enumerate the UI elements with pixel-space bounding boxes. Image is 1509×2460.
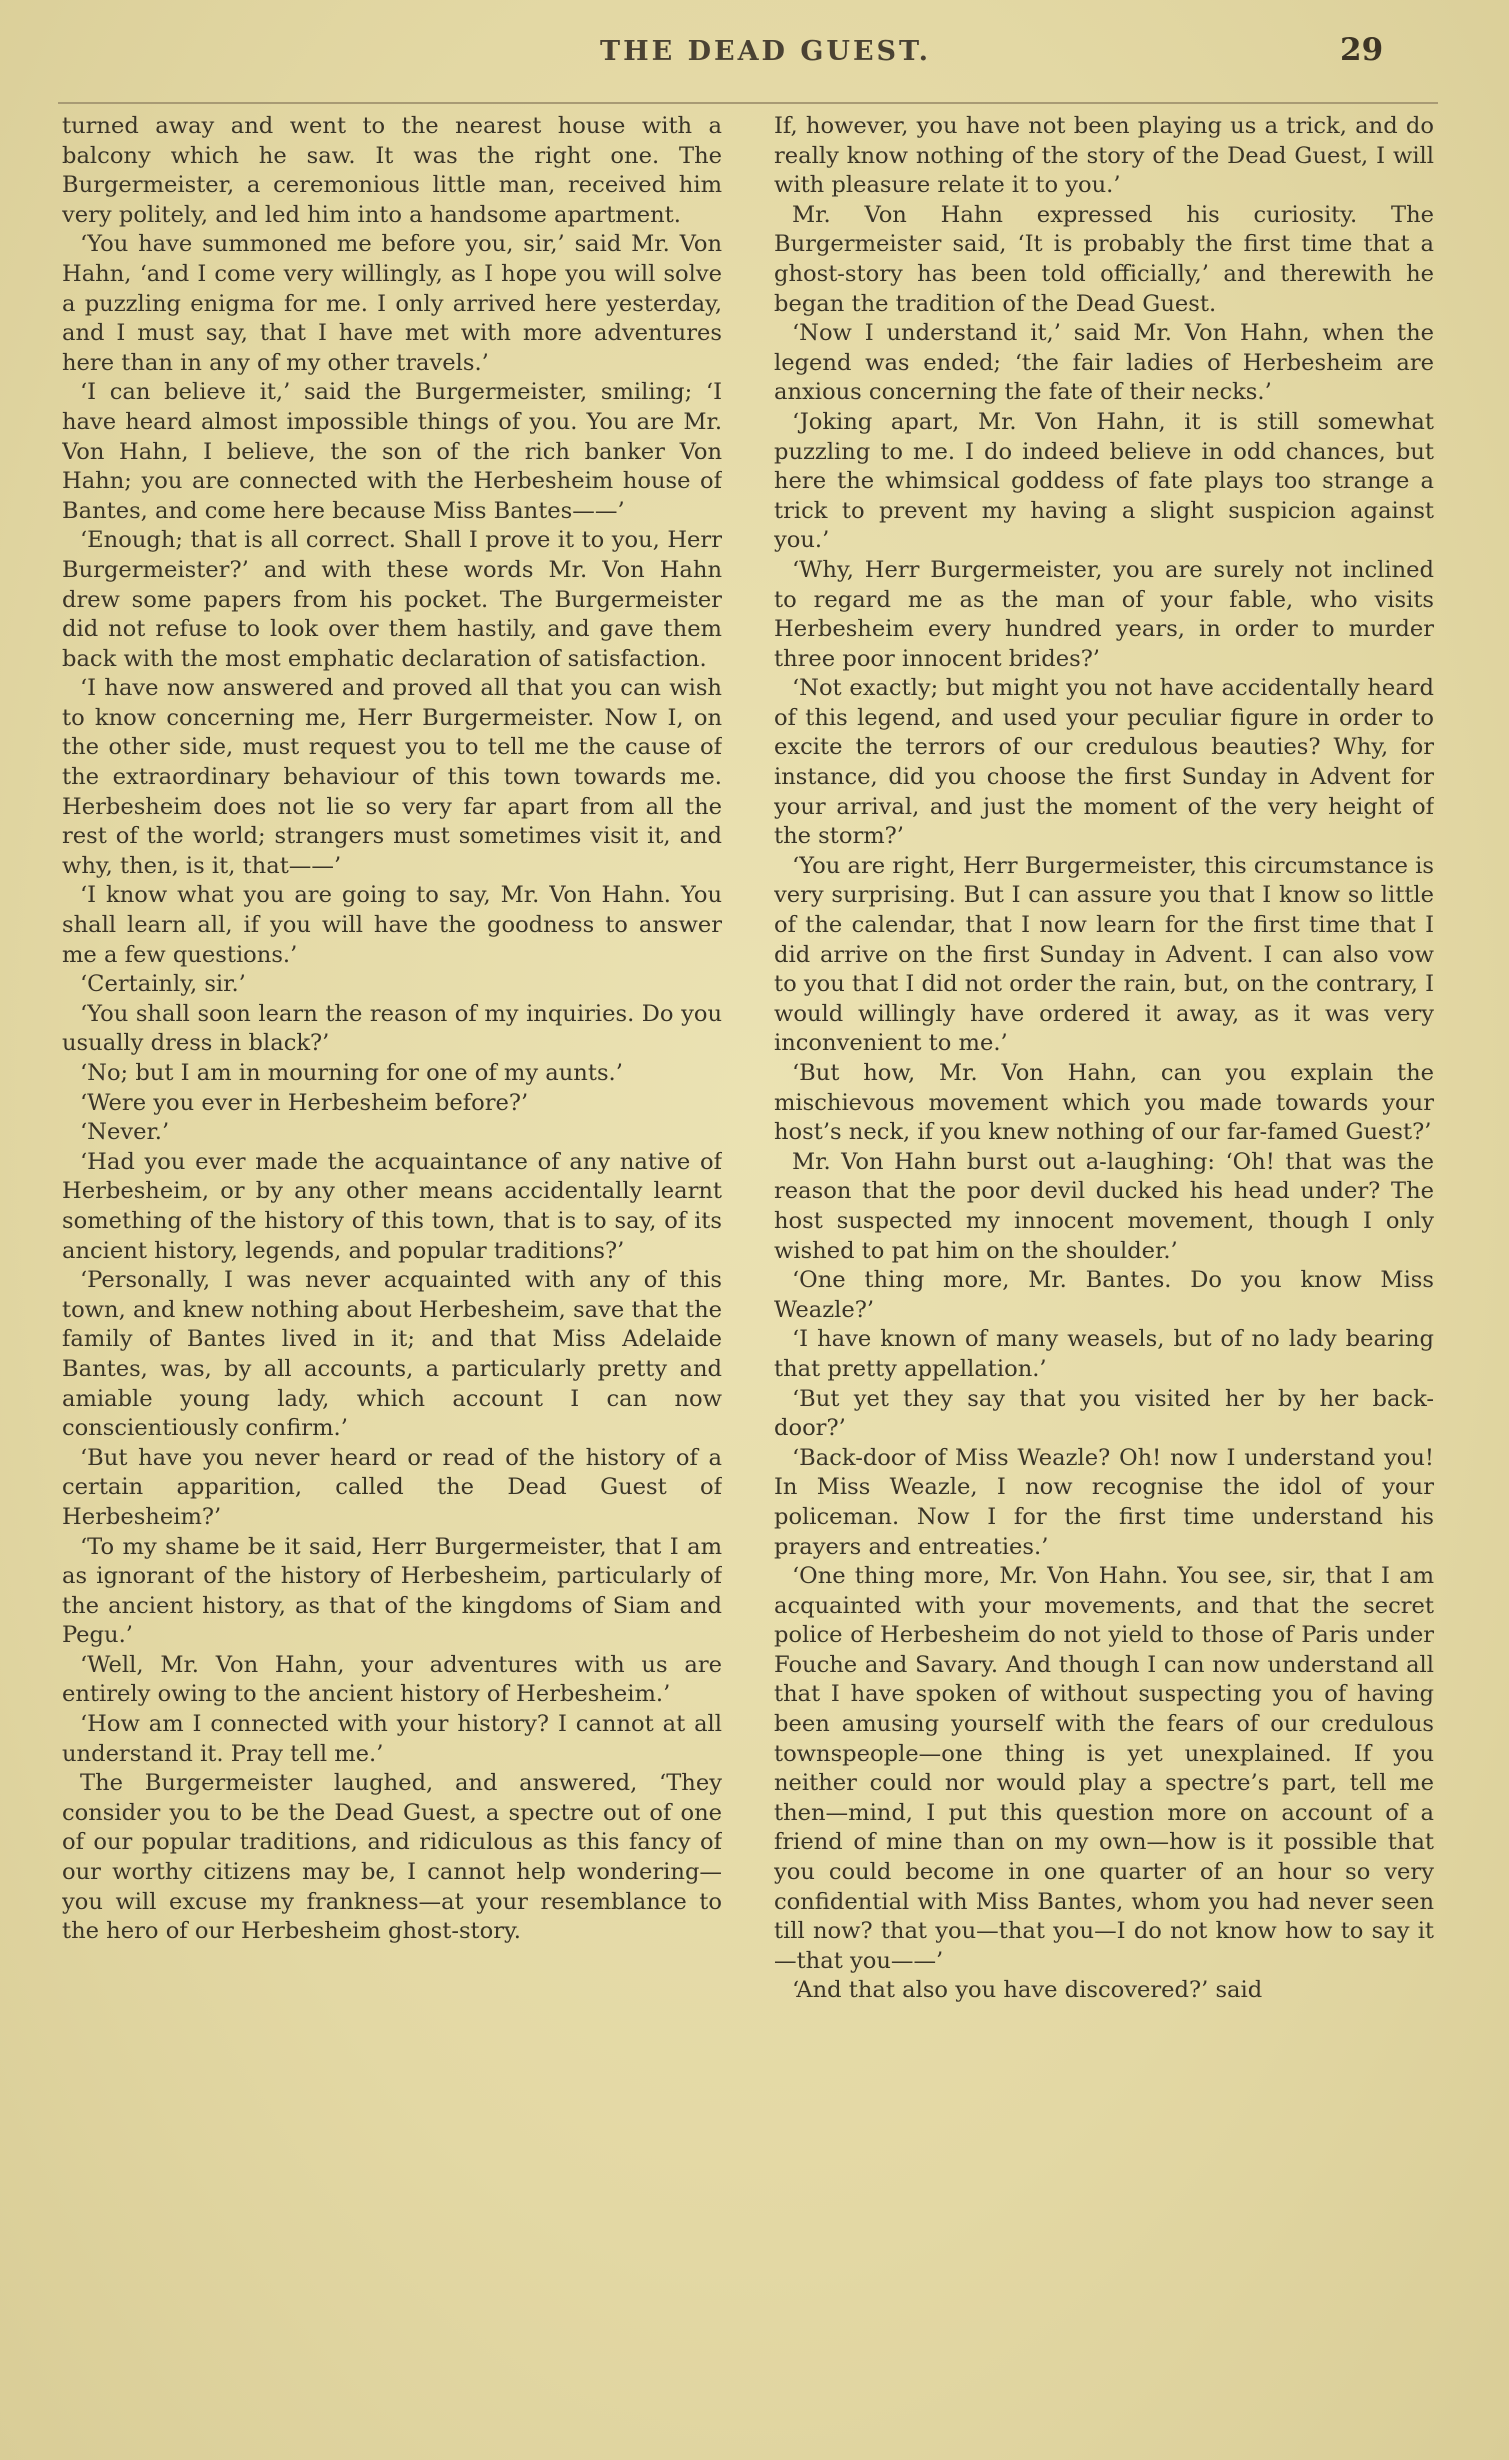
paragraph: ‘Joking apart, Mr. Von Hahn, it is still somewhat puzzling to me. I do indeed believe in odd chances, but here the whimsical goddess of fate plays too strange a trick to prevent my having a slight suspicion against you.’ <box>774 408 1434 554</box>
paragraph: ‘Not exactly; but might you not have accidentally heard of this legend, and used your peculiar figure in order to excite the terrors of our credulous beauties? Why, for instance, did you choose the first Sunday in Advent for your arrival, and just the moment of the very height of the storm?’ <box>774 675 1434 850</box>
paragraph: turned away and went to the nearest house with a balcony which he saw. It was the right one. The Burgermeister, a ceremonious little man, received him very politely, and led him into a handsome apartment. <box>62 113 722 228</box>
paragraph: ‘No; but I am in mourning for one of my aunts.’ <box>80 1060 623 1086</box>
paragraph: Mr. Von Hahn burst out a-laughing: ‘Oh! that was the reason that the poor devil ducked his head under? The host suspected my innocent movement, though I only wished to pat him on the shoulder.’ <box>774 1148 1434 1264</box>
paragraph: The Burgermeister laughed, and answered, ‘They consider you to be the Dead Guest, a spectre out of one of our popular traditions, and ridiculous as this fancy of our worthy citizens may be, I cannot help wondering—you will excuse my frankness—at your resemblance to the hero of our Herbesheim ghost-story. <box>62 1770 722 1945</box>
paragraph: ‘Now I understand it,’ said Mr. Von Hahn, when the legend was ended; ‘the fair ladies of Herbesheim are anxious concerning the fate of their necks.’ <box>774 320 1434 406</box>
paragraph: ‘I have now answered and proved all that you can wish to know concerning me, Herr Burgermeister. Now I, on the other side, must request you to tell me the cause of the extraordinary behaviour of this town towards me. Herbesheim does not lie so very far apart from all the rest of the world; strangers must sometimes visit it, and why, then, is it, that——’ <box>62 675 722 879</box>
running-title: THE DEAD GUEST. <box>600 36 932 67</box>
page-number: 29 <box>1340 32 1384 68</box>
paragraph: ‘Had you ever made the acquaintance of any native of Herbesheim, or by any other means accidentally learnt something of the history of this town, that is to say, of its ancient history, legends, and popular traditions?’ <box>62 1148 722 1264</box>
paragraph: ‘To my shame be it said, Herr Burgermeister, that I am as ignorant of the history of Herbesheim, particularly of the ancient history, as that of the kingdoms of Siam and Pegu.’ <box>62 1533 722 1649</box>
paragraph: Mr. Von Hahn expressed his curiosity. The Burgermeister said, ‘It is probably the first time that a ghost-story has been told officially,’ and therewith he began the tradition of the Dead Guest. <box>774 201 1434 317</box>
header-rule <box>58 102 1438 104</box>
paragraph: ‘Never.’ <box>80 1119 170 1146</box>
paragraph: ‘Personally, I was never acquainted with any of this town, and knew nothing about Herbesheim, save that the family of Bantes lived in it; and that Miss Adelaide Bantes, was, by all accounts, a particularly pretty and amiable young lady, which account I can now conscientiously confirm.’ <box>62 1267 722 1442</box>
paragraph: If, however, you have not been playing us a trick, and do really know nothing of the story of the Dead Guest, I will with pleasure relate it to you.’ <box>774 113 1434 199</box>
paragraph: ‘But have you never heard or read of the history of a certain apparition, called the Dead Guest of Herbesheim?’ <box>62 1444 722 1530</box>
paragraph: ‘Back-door of Miss Weazle? Oh! now I understand you! In Miss Weazle, I now recognise the idol of your policeman. Now I for the first time understand his prayers and entreaties.’ <box>774 1444 1434 1560</box>
paragraph: ‘Were you ever in Herbesheim before?’ <box>80 1089 529 1116</box>
paragraph: ‘Certainly, sir.’ <box>80 971 246 998</box>
right-column <box>774 112 1434 2442</box>
paragraph: ‘You shall soon learn the reason of my inquiries. Do you usually dress in black?’ <box>62 1000 722 1057</box>
paragraph: ‘I have known of many weasels, but of no lady bearing that pretty appellation.’ <box>774 1326 1434 1382</box>
paragraph: ‘And that also you have discovered?’ said <box>792 1977 1263 2004</box>
paragraph: ‘Well, Mr. Von Hahn, your adventures with us are entirely owing to the ancient history of Herbesheim.’ <box>62 1651 722 1708</box>
paragraph: ‘But how, Mr. Von Hahn, can you explain the mischievous movement which you made towards your host’s neck, if you knew nothing of our far-famed Guest?’ <box>774 1060 1434 1146</box>
paragraph: ‘How am I connected with your history? I cannot at all understand it. Pray tell me.’ <box>62 1711 722 1767</box>
paragraph: ‘But yet they say that you visited her by her back-door?’ <box>774 1385 1434 1442</box>
paragraph: ‘You have summoned me before you, sir,’ said Mr. Von Hahn, ‘and I come very willingly, as I hope you will solve a puzzling enigma for me. I only arrived here yesterday, and I must say, that I have met with more adventures here than in any of my other travels.’ <box>62 231 722 376</box>
paragraph: ‘You are right, Herr Burgermeister, this circumstance is very surprising. But I can assure you that I know so little of the calendar, that I now learn for the first time that I did arrive on the first Sunday in Advent. I can also vow to you that I did not order the rain, but, on the contrary, I would willingly have ordered it away, as it was very inconvenient to me.’ <box>774 852 1434 1057</box>
paragraph: ‘Why, Herr Burgermeister, you are surely not inclined to regard me as the man of your fable, who visits Herbesheim every hundred years, in order to murder three poor innocent brides?’ <box>774 556 1434 672</box>
paragraph: ‘Enough; that is all correct. Shall I prove it to you, Herr Burgermeister?’ and with these words Mr. Von Hahn drew some papers from his pocket. The Burgermeister did not refuse to look over them hastily, and gave them back with the most emphatic declaration of satisfaction. <box>62 527 722 672</box>
page-header <box>0 30 1509 80</box>
paragraph: ‘I know what you are going to say, Mr. Von Hahn. You shall learn all, if you will have the goodness to answer me a few questions.’ <box>62 882 722 968</box>
left-column <box>62 112 722 2442</box>
paragraph: ‘I can believe it,’ said the Burgermeister, smiling; ‘I have heard almost impossible things of you. You are Mr. Von Hahn, I believe, the son of the rich banker Von Hahn; you are connected with the Herbesheim house of Bantes, and come here because Miss Bantes——’ <box>62 379 722 524</box>
paragraph: ‘One thing more, Mr. Bantes. Do you know Miss Weazle?’ <box>774 1267 1434 1323</box>
paragraph: ‘One thing more, Mr. Von Hahn. You see, sir, that I am acquainted with your movements, and that the secret police of Herbesheim do not yield to those of Paris under Fouche and Savary. And though I can now understand all that I have spoken of without suspecting you of having been amusing yourself with the fears of our credulous townspeople—one thing is yet unexplained. If you neither could nor would play a spectre’s part, tell me then—mind, I put this question more on account of a friend of mine than on my own—how is it possible that you could become in one quarter of an hour so very confidential with Miss Bantes, whom you had never seen till now? that you—that you—I do not know how to say it—that you——’ <box>774 1563 1434 1974</box>
